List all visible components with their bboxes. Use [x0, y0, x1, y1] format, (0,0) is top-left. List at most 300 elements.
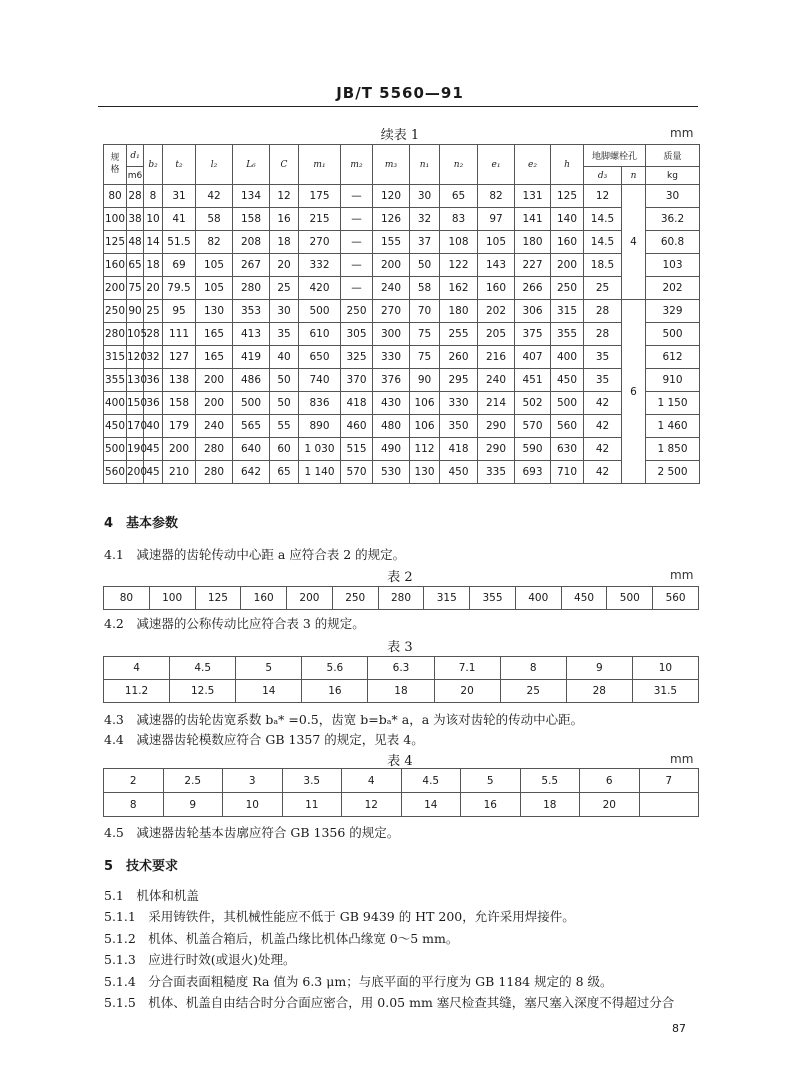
table1-cell: 280 [196, 461, 233, 484]
table1-row [104, 415, 700, 438]
table1-cell: 138 [163, 369, 196, 392]
table1-cell: 270 [373, 300, 410, 323]
table1-cell: 35 [584, 369, 622, 392]
t4-r1-cell: 3 [223, 769, 283, 793]
table1-cell: 160 [478, 277, 515, 300]
table1-cell: 165 [196, 346, 233, 369]
table1-cell: 97 [478, 208, 515, 231]
table1-cell: 90 [127, 300, 144, 323]
t3-r2-cell: 12.5 [170, 680, 236, 703]
t2-row-cell: 500 [607, 587, 653, 610]
table1-cell: 305 [341, 323, 373, 346]
table1-cell: 250 [551, 277, 584, 300]
table1-cell: 240 [373, 277, 410, 300]
table4-row-1 [104, 769, 699, 793]
table1-cell: 126 [373, 208, 410, 231]
table1-cell: 158 [233, 208, 270, 231]
th-n: n [622, 167, 646, 185]
table1-cell: 42 [584, 461, 622, 484]
table1-cell: 295 [440, 369, 478, 392]
th-m1: m₁ [299, 145, 341, 185]
table1-cell: 18 [144, 254, 163, 277]
table1-cell: 69 [163, 254, 196, 277]
table1-cell: 260 [440, 346, 478, 369]
t4-r2-cell [639, 793, 699, 817]
table1-cell: 50 [270, 392, 299, 415]
table1-cell: 65 [270, 461, 299, 484]
t2-row-cell: 280 [378, 587, 424, 610]
table1-row [104, 208, 700, 231]
para-5-1-3: 5.1.3 应进行时效(或退火)处理。 [104, 952, 296, 967]
t2-row-cell: 355 [470, 587, 516, 610]
table1-cell: 355 [104, 369, 127, 392]
table1-cell: 120 [127, 346, 144, 369]
t3-r2-cell: 20 [434, 680, 500, 703]
table1-cell: 105 [478, 231, 515, 254]
table1-cell: 75 [410, 323, 440, 346]
table1-row [104, 461, 700, 484]
table1-cell: 42 [584, 438, 622, 461]
th-n1: n₁ [410, 145, 440, 185]
table1-cell: 610 [299, 323, 341, 346]
table1-cell: 190 [127, 438, 144, 461]
table1-cell: 1 850 [646, 438, 700, 461]
table1-cell: 420 [299, 277, 341, 300]
table1-cell: 35 [584, 346, 622, 369]
table1-cell: 200 [373, 254, 410, 277]
t4-r2-cell: 8 [104, 793, 164, 817]
table1-cell: 450 [551, 369, 584, 392]
table1-cell: 127 [163, 346, 196, 369]
t3-r2-cell: 18 [368, 680, 434, 703]
table1-cell: 75 [127, 277, 144, 300]
table1-cell: 20 [144, 277, 163, 300]
table1-cell: 31 [163, 185, 196, 208]
table1-cell: 502 [515, 392, 551, 415]
table1-cell: 306 [515, 300, 551, 323]
table1-cell: 30 [410, 185, 440, 208]
t2-row-cell: 400 [515, 587, 561, 610]
table1-cell: 290 [478, 415, 515, 438]
para-4-1: 4.1 减速器的齿轮传动中心距 a 应符合表 2 的规定。 [104, 547, 406, 562]
table1-cell: 1 150 [646, 392, 700, 415]
table1-row [104, 438, 700, 461]
t4-r1-cell: 3.5 [282, 769, 342, 793]
table1-cell: 155 [373, 231, 410, 254]
table1-cell: 353 [233, 300, 270, 323]
table1-cell: 202 [646, 277, 700, 300]
table1-cell: 180 [515, 231, 551, 254]
table1-cell: 20 [270, 254, 299, 277]
table1-cell: 108 [440, 231, 478, 254]
table1-cell: 70 [410, 300, 440, 323]
table1-caption: 续表 1 [380, 128, 420, 143]
para-5-1-4: 5.1.4 分合面表面粗糙度 Ra 值为 6.3 μm；与底平面的平行度为 GB 1184 规定的 8 级。 [104, 974, 613, 989]
table1-cell: 95 [163, 300, 196, 323]
table1-cell: 18.5 [584, 254, 622, 277]
table1-cell: 106 [410, 415, 440, 438]
t2-row-cell: 560 [653, 587, 699, 610]
para-4-5: 4.5 减速器齿轮基本齿廓应符合 GB 1356 的规定。 [104, 825, 400, 840]
t4-r1-cell: 2.5 [163, 769, 223, 793]
table1-cell: 41 [163, 208, 196, 231]
t4-r2-cell: 9 [163, 793, 223, 817]
table1-cell: 490 [373, 438, 410, 461]
table1-cell: 205 [478, 323, 515, 346]
table1-cell: 2 500 [646, 461, 700, 484]
table1-cell: 280 [196, 438, 233, 461]
table1-cell: 215 [299, 208, 341, 231]
table1-cell: 210 [163, 461, 196, 484]
table1-cell: 42 [584, 392, 622, 415]
table1-cell: 130 [410, 461, 440, 484]
t3-r2-cell: 28 [566, 680, 632, 703]
t2-row-cell: 200 [287, 587, 333, 610]
table1-cell: 500 [299, 300, 341, 323]
para-5-1-1: 5.1.1 采用铸铁件，其机械性能应不低于 GB 9439 的 HT 200，允许采用焊接件。 [104, 909, 575, 924]
table3-row-2 [104, 680, 699, 703]
table1-cell: 330 [373, 346, 410, 369]
table1-cell: 267 [233, 254, 270, 277]
table1-cell: 335 [478, 461, 515, 484]
table1-cell: 45 [144, 461, 163, 484]
table1-cell: 214 [478, 392, 515, 415]
table1-cell: 35 [270, 323, 299, 346]
table1-cell: 150 [127, 392, 144, 415]
table1-cell: 160 [104, 254, 127, 277]
table1-cell: 165 [196, 323, 233, 346]
table1-cell: 329 [646, 300, 700, 323]
table1-cell: 38 [127, 208, 144, 231]
t2-row-cell: 125 [195, 587, 241, 610]
table1-row [104, 231, 700, 254]
table1-cell: 280 [233, 277, 270, 300]
table1-cell: 376 [373, 369, 410, 392]
table1-row [104, 254, 700, 277]
table1-cell: 836 [299, 392, 341, 415]
th-d3: d₃ [584, 167, 622, 185]
th-b2: b₂ [144, 145, 163, 185]
t2-row-cell: 450 [561, 587, 607, 610]
t3-r2-cell: 16 [302, 680, 368, 703]
t4-r2-cell: 18 [520, 793, 580, 817]
table1-cell: 486 [233, 369, 270, 392]
table1-cell: 200 [196, 392, 233, 415]
table1-cell: 250 [341, 300, 373, 323]
table4-caption: 表 4 [387, 754, 413, 769]
th-m6: m6 [127, 167, 144, 185]
table1-cell: 14.5 [584, 231, 622, 254]
table1-cell: 570 [341, 461, 373, 484]
table1-body [104, 185, 700, 484]
table1-cell: 330 [440, 392, 478, 415]
table1-cell: — [341, 208, 373, 231]
table1-cell: 315 [551, 300, 584, 323]
table1-unit: mm [670, 126, 694, 140]
table1-cell: — [341, 254, 373, 277]
t4-r1-cell: 5.5 [520, 769, 580, 793]
table1-row [104, 277, 700, 300]
table1-cell: 122 [440, 254, 478, 277]
table2-row [104, 587, 699, 610]
header-rule [98, 106, 698, 107]
table1-cell: 55 [270, 415, 299, 438]
t4-r2-cell: 16 [461, 793, 521, 817]
table1-cell: 90 [410, 369, 440, 392]
table1-cell: 100 [104, 208, 127, 231]
t2-row-cell: 80 [104, 587, 150, 610]
table1-cell: 500 [551, 392, 584, 415]
table1-cell: 910 [646, 369, 700, 392]
table1-cell: 170 [127, 415, 144, 438]
table1-row [104, 346, 700, 369]
th-d1: d₁ [127, 145, 144, 167]
table1-cell: 25 [144, 300, 163, 323]
table1-cell: 250 [104, 300, 127, 323]
table1-cell: 160 [551, 231, 584, 254]
table1-cell: 42 [196, 185, 233, 208]
table1-row [104, 392, 700, 415]
document-code: JB/T 5560—91 [336, 84, 464, 102]
table1-cell: 430 [373, 392, 410, 415]
t3-r2-cell: 11.2 [104, 680, 170, 703]
table1-cell: 400 [104, 392, 127, 415]
table1-cell: 419 [233, 346, 270, 369]
table1-cell: 227 [515, 254, 551, 277]
table1-cell: 125 [551, 185, 584, 208]
table1-cell: 134 [233, 185, 270, 208]
th-spec [104, 145, 127, 185]
para-5-1-2: 5.1.2 机体、机盖合箱后，机盖凸缘比机体凸缘宽 0～5 mm。 [104, 931, 459, 946]
t2-row-cell: 100 [149, 587, 195, 610]
table1-cell: 216 [478, 346, 515, 369]
table1-cell: 42 [584, 415, 622, 438]
table1-cell: 45 [144, 438, 163, 461]
table1-cell: — [341, 277, 373, 300]
table1-cell: 300 [373, 323, 410, 346]
t2-row-cell: 250 [332, 587, 378, 610]
table1-cell: 710 [551, 461, 584, 484]
table1-cell: 175 [299, 185, 341, 208]
table1-cell: 60 [270, 438, 299, 461]
table1-cell: 530 [373, 461, 410, 484]
table4 [103, 768, 699, 817]
table1-cell: 48 [127, 231, 144, 254]
table1-cell: 450 [104, 415, 127, 438]
table2-unit: mm [670, 568, 694, 582]
table1-cell: 650 [299, 346, 341, 369]
table1-cell: 1 140 [299, 461, 341, 484]
th-m3: m₃ [373, 145, 410, 185]
th-L6: L₆ [233, 145, 270, 185]
table1-cell: 460 [341, 415, 373, 438]
t3-r1-cell: 4 [104, 657, 170, 680]
th-n2: n₂ [440, 145, 478, 185]
t4-r2-cell: 10 [223, 793, 283, 817]
t4-r1-cell: 4.5 [401, 769, 461, 793]
table1-cell: 355 [551, 323, 584, 346]
table1-cell: 590 [515, 438, 551, 461]
table1-cell: 162 [440, 277, 478, 300]
table1-row [104, 185, 700, 208]
table1-cell: 30 [646, 185, 700, 208]
table1-cell: 125 [104, 231, 127, 254]
table1-cell: — [341, 231, 373, 254]
table1-cell: 40 [270, 346, 299, 369]
table1-cell: 200 [196, 369, 233, 392]
table1-cell: 14.5 [584, 208, 622, 231]
table1-cell: 143 [478, 254, 515, 277]
table1-cell: 480 [373, 415, 410, 438]
table1-cell: 200 [127, 461, 144, 484]
table1-cell: 30 [270, 300, 299, 323]
table1-cell: 500 [104, 438, 127, 461]
table4-row-2 [104, 793, 699, 817]
table1-cell: 16 [270, 208, 299, 231]
t3-r1-cell: 6.3 [368, 657, 434, 680]
t4-r1-cell: 7 [639, 769, 699, 793]
table1-cell: 140 [551, 208, 584, 231]
table1-cell: 36.2 [646, 208, 700, 231]
table1-cell: 375 [515, 323, 551, 346]
th-spec-text: 规 格 [110, 152, 120, 175]
table1-cell: 130 [127, 369, 144, 392]
table3-caption: 表 3 [387, 640, 413, 655]
table1-cell: 202 [478, 300, 515, 323]
para-4-3: 4.3 减速器的齿轮齿宽系数 bₐ* =0.5，齿宽 b=bₐ* a，a 为该对齿轮的传动中心距。 [104, 712, 584, 727]
table2 [103, 586, 699, 610]
table1-cell: 28 [584, 300, 622, 323]
table1-cell: 325 [341, 346, 373, 369]
table1-cell: 158 [163, 392, 196, 415]
table1-cell: 83 [440, 208, 478, 231]
table1-cell: 105 [196, 277, 233, 300]
table1-cell: 51.5 [163, 231, 196, 254]
table1-cell: 141 [515, 208, 551, 231]
t4-r2-cell: 20 [580, 793, 640, 817]
table1-cell: 111 [163, 323, 196, 346]
t4-r1-cell: 6 [580, 769, 640, 793]
t4-r2-cell: 14 [401, 793, 461, 817]
t4-r1-cell: 4 [342, 769, 402, 793]
table1-cell: 180 [440, 300, 478, 323]
table1-cell: 642 [233, 461, 270, 484]
table1-cell: 103 [646, 254, 700, 277]
table1-cell: 8 [144, 185, 163, 208]
t3-r1-cell: 7.1 [434, 657, 500, 680]
th-e2: e₂ [515, 145, 551, 185]
table1-cell: 58 [410, 277, 440, 300]
para-4-4: 4.4 减速器齿轮模数应符合 GB 1357 的规定，见表 4。 [104, 732, 424, 747]
table1-cell: 32 [410, 208, 440, 231]
table1-cell-n: 6 [622, 300, 646, 484]
table1-cell: 82 [478, 185, 515, 208]
t3-r2-cell: 25 [500, 680, 566, 703]
table1-cell: 450 [440, 461, 478, 484]
table1-row [104, 323, 700, 346]
table1-cell: 131 [515, 185, 551, 208]
table1-row [104, 369, 700, 392]
table1-cell: 112 [410, 438, 440, 461]
table1-cell: 50 [410, 254, 440, 277]
table1-cell: 130 [196, 300, 233, 323]
section5-title: 5 技术要求 [104, 859, 179, 874]
table1-cell: 36 [144, 392, 163, 415]
t4-r2-cell: 12 [342, 793, 402, 817]
t3-r1-cell: 8 [500, 657, 566, 680]
th-mass: 质量 [646, 145, 700, 167]
table1-cell: 1 030 [299, 438, 341, 461]
table1-cell: 266 [515, 277, 551, 300]
table1-cell: 280 [104, 323, 127, 346]
table1-cell: 240 [196, 415, 233, 438]
table1-cell: 400 [551, 346, 584, 369]
table2-caption: 表 2 [387, 570, 413, 585]
table1-cell: 515 [341, 438, 373, 461]
t3-r2-cell: 14 [236, 680, 302, 703]
table1-cell: 36 [144, 369, 163, 392]
table1-cell: 200 [163, 438, 196, 461]
table1-cell: 28 [127, 185, 144, 208]
table1-cell: 451 [515, 369, 551, 392]
table1-cell: 50 [270, 369, 299, 392]
table1-cell: 240 [478, 369, 515, 392]
table1-cell: 12 [270, 185, 299, 208]
table1-cell: 630 [551, 438, 584, 461]
table1-cell: 315 [104, 346, 127, 369]
table1-cell-n: 4 [622, 185, 646, 300]
table1-cell: 60.8 [646, 231, 700, 254]
table1-cell: 28 [144, 323, 163, 346]
t4-r1-cell: 2 [104, 769, 164, 793]
th-h: h [551, 145, 584, 185]
table1-cell: 565 [233, 415, 270, 438]
table1-cell: 350 [440, 415, 478, 438]
table1-cell: 560 [104, 461, 127, 484]
table1-cell: 740 [299, 369, 341, 392]
table1-cell: 106 [410, 392, 440, 415]
table1-cell: 418 [341, 392, 373, 415]
th-anchor-bolt: 地脚螺栓孔 [584, 145, 646, 167]
table1-cell: 37 [410, 231, 440, 254]
table1-cell: 105 [196, 254, 233, 277]
th-C: C [270, 145, 299, 185]
table1-row [104, 300, 700, 323]
table1-cell: 75 [410, 346, 440, 369]
table1-cell: 208 [233, 231, 270, 254]
table1-cell: 120 [373, 185, 410, 208]
table1-cell: 32 [144, 346, 163, 369]
table1-cell: 28 [584, 323, 622, 346]
table1-cell: 65 [127, 254, 144, 277]
table1-cell: 370 [341, 369, 373, 392]
para-5-1-5: 5.1.5 机体、机盖自由结合时分合面应密合，用 0.05 mm 塞尺检查其缝，塞尺塞入深度不得超过分合 [104, 995, 675, 1010]
table1-cell: 570 [515, 415, 551, 438]
table1 [103, 144, 700, 484]
table1-cell: 179 [163, 415, 196, 438]
table1-cell: 200 [104, 277, 127, 300]
table1-cell: 560 [551, 415, 584, 438]
t3-r1-cell: 4.5 [170, 657, 236, 680]
table1-cell: 693 [515, 461, 551, 484]
table1-cell: 12 [584, 185, 622, 208]
t3-r1-cell: 9 [566, 657, 632, 680]
table1-cell: 40 [144, 415, 163, 438]
table1-cell: 418 [440, 438, 478, 461]
t2-row-cell: 315 [424, 587, 470, 610]
table1-cell: 10 [144, 208, 163, 231]
table1-cell: 255 [440, 323, 478, 346]
